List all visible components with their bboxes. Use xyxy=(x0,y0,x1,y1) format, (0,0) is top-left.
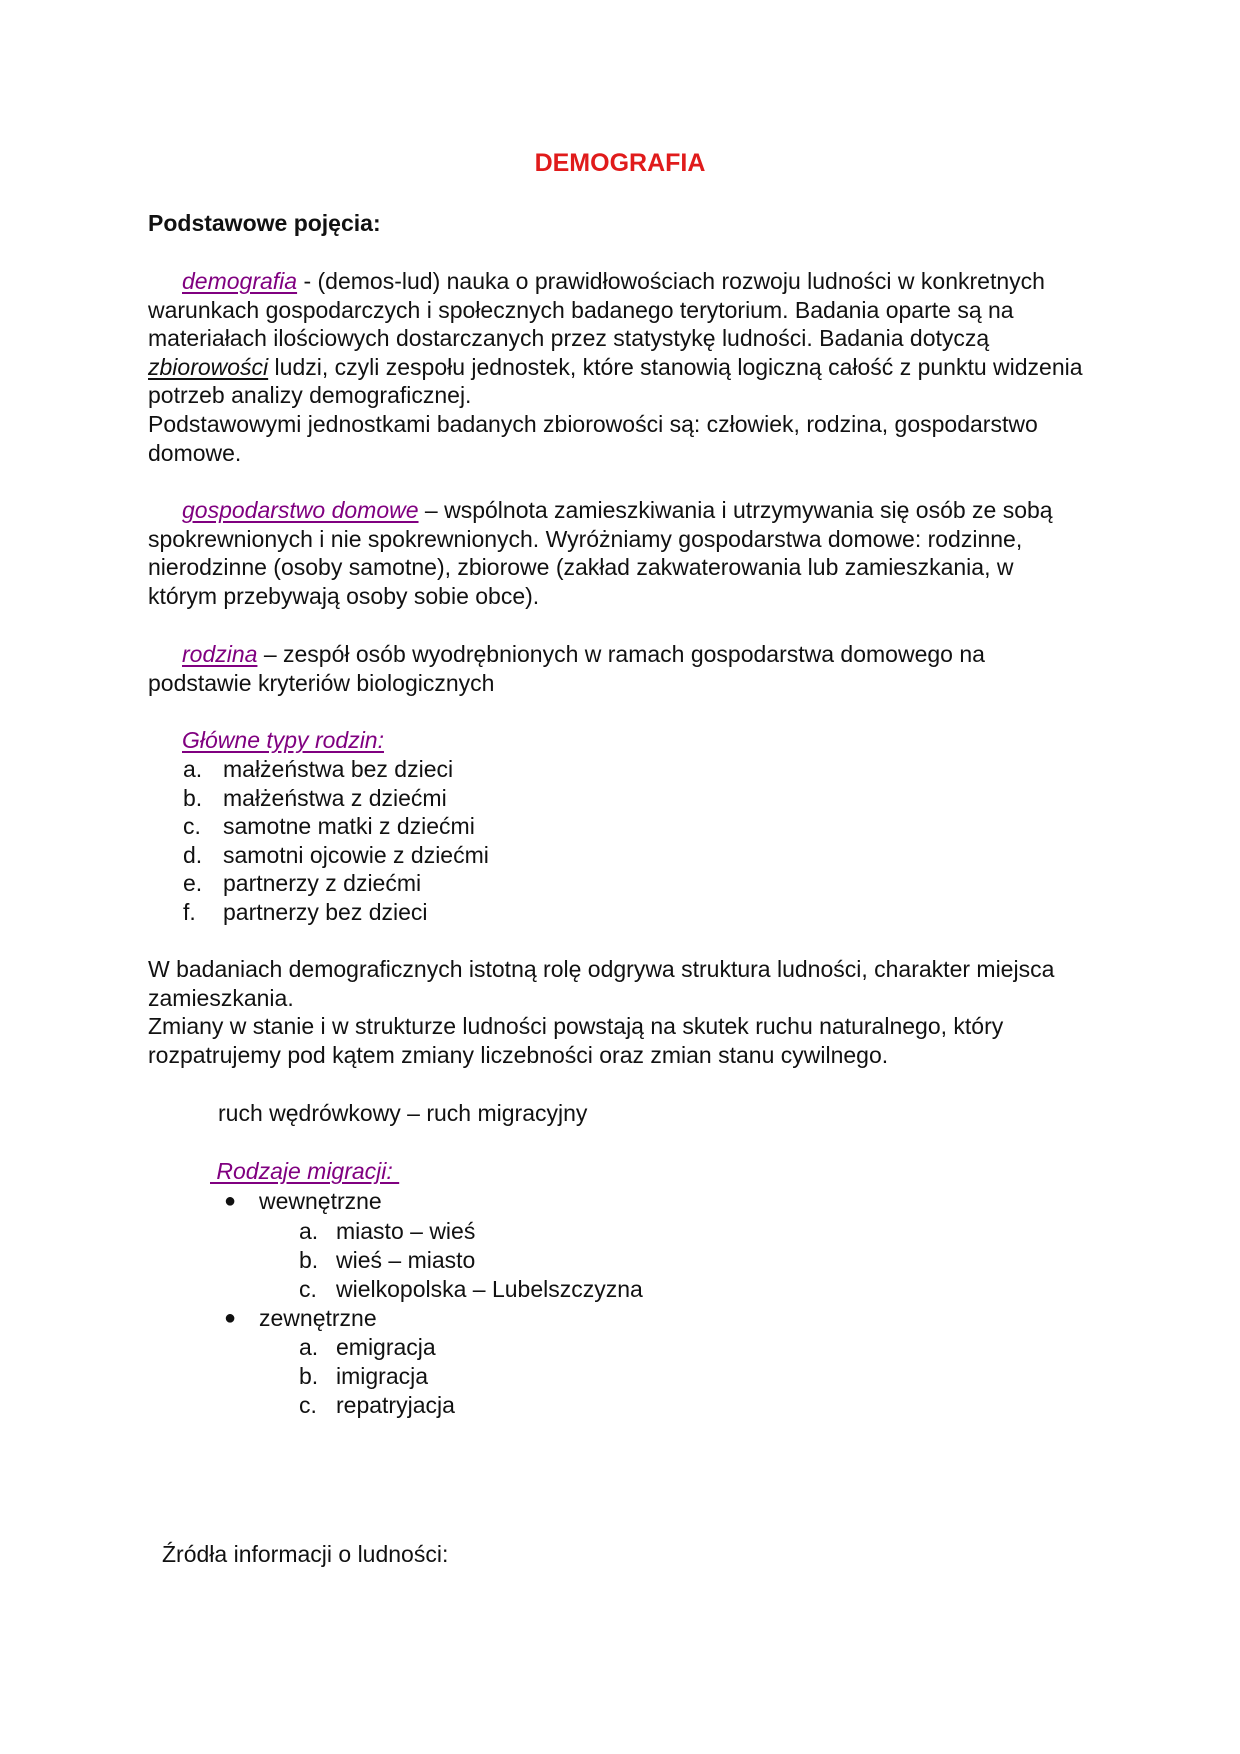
migration-group-internal: ● wewnętrzne a. miasto – wieś b. wieś – miasto c. wielkopolska – Lubelszczyzna xyxy=(215,1187,915,1304)
bullet-icon: ● xyxy=(224,1306,237,1329)
list-item: b. wieś – miasto xyxy=(299,1246,476,1273)
list-item: c. samotne matki z dziećmi xyxy=(183,813,475,840)
definition-text: - (demos-lud) nauka o prawidłowościach rozwoju ludności w konkretnych warunkach gospodarczych i społecznych badanego terytorium. Badania oparte są na materiałach ilościowych dostarczanych przez statystykę ludności. Badania dotyczą xyxy=(148,268,1045,352)
definition-gospodarstwo xyxy=(148,496,1088,610)
document-title: DEMOGRAFIA xyxy=(534,149,706,177)
migration-sublist xyxy=(259,1333,915,1420)
bullet-icon: ● xyxy=(224,1190,237,1212)
list-item: b. imigracja xyxy=(299,1363,429,1390)
list-item: c. wielkopolska – Lubelszczyzna xyxy=(299,1275,643,1302)
list-item: a. emigracja xyxy=(299,1334,436,1361)
term-gospodarstwo-domowe: gospodarstwo domowe xyxy=(182,497,419,523)
list-item: f. partnerzy bez dzieci xyxy=(183,898,428,925)
migration-group-external: ● zewnętrzne a. emigracja b. imigracja c. repatryjacja xyxy=(215,1304,915,1421)
migration-sublist xyxy=(259,1217,915,1304)
migration-list xyxy=(215,1187,915,1420)
sources-heading: Źródła informacji o ludności: xyxy=(162,1541,449,1567)
term-rodzina: rodzina xyxy=(182,641,258,667)
term-zbiorowosci: zbiorowości xyxy=(148,353,269,380)
family-types-list xyxy=(180,755,780,927)
list-item: c. repatryjacja xyxy=(299,1392,455,1419)
list-item: b. małżeństwa z dziećmi xyxy=(183,784,447,811)
migration-heading: Rodzaje migracji: xyxy=(210,1158,400,1184)
section-heading: Podstawowe pojęcia: xyxy=(148,210,381,236)
definition-text: – zespół osób wyodrębnionych w ramach gospodarstwa domowego na podstawie kryteriów biologicznych xyxy=(148,641,985,696)
list-item: e. partnerzy z dziećmi xyxy=(183,870,422,897)
list-item: a. miasto – wieś xyxy=(299,1217,476,1244)
definition-text-cont: ludzi, czyli zespołu jednostek, które stanowią logiczną całość z punktu widzenia potrzeb analizy demograficznej. xyxy=(148,353,1083,409)
paragraph-structure: W badaniach demograficznych istotną rolę odgrywa struktura ludności, charakter miejsca zamieszkania. Zmiany w stanie i w strukturze ludności powstają na skutek ruchu naturalnego, który rozpatrujemy pod kątem zmiany liczebności oraz zmian stanu cywilnego. xyxy=(148,956,1055,1068)
term-demografia: demografia xyxy=(182,268,298,294)
definition-text: – wspólnota zamieszkiwania i utrzymywania się osób ze sobą spokrewnionych i nie spokrewnionych. Wyróżniamy gospodarstwa domowe: rodzinne, nierodzinne (osoby samotne), zbiorowe (zakład zakwaterowania lub zamieszkania, w którym przebywają osoby sobie obce). xyxy=(148,497,1053,609)
list-item: a. małżeństwa bez dzieci xyxy=(183,756,454,782)
family-types-heading: Główne typy rodzin: xyxy=(182,727,384,753)
definition-text-units: Podstawowymi jednostkami badanych zbiorowości są: człowiek, rodzina, gospodarstwo domowe. xyxy=(148,410,1038,466)
definition-demografia xyxy=(148,267,1088,467)
list-item: d. samotni ojcowie z dziećmi xyxy=(183,841,489,868)
migration-line: ruch wędrówkowy – ruch migracyjny xyxy=(218,1100,588,1126)
definition-rodzina xyxy=(148,640,1088,697)
